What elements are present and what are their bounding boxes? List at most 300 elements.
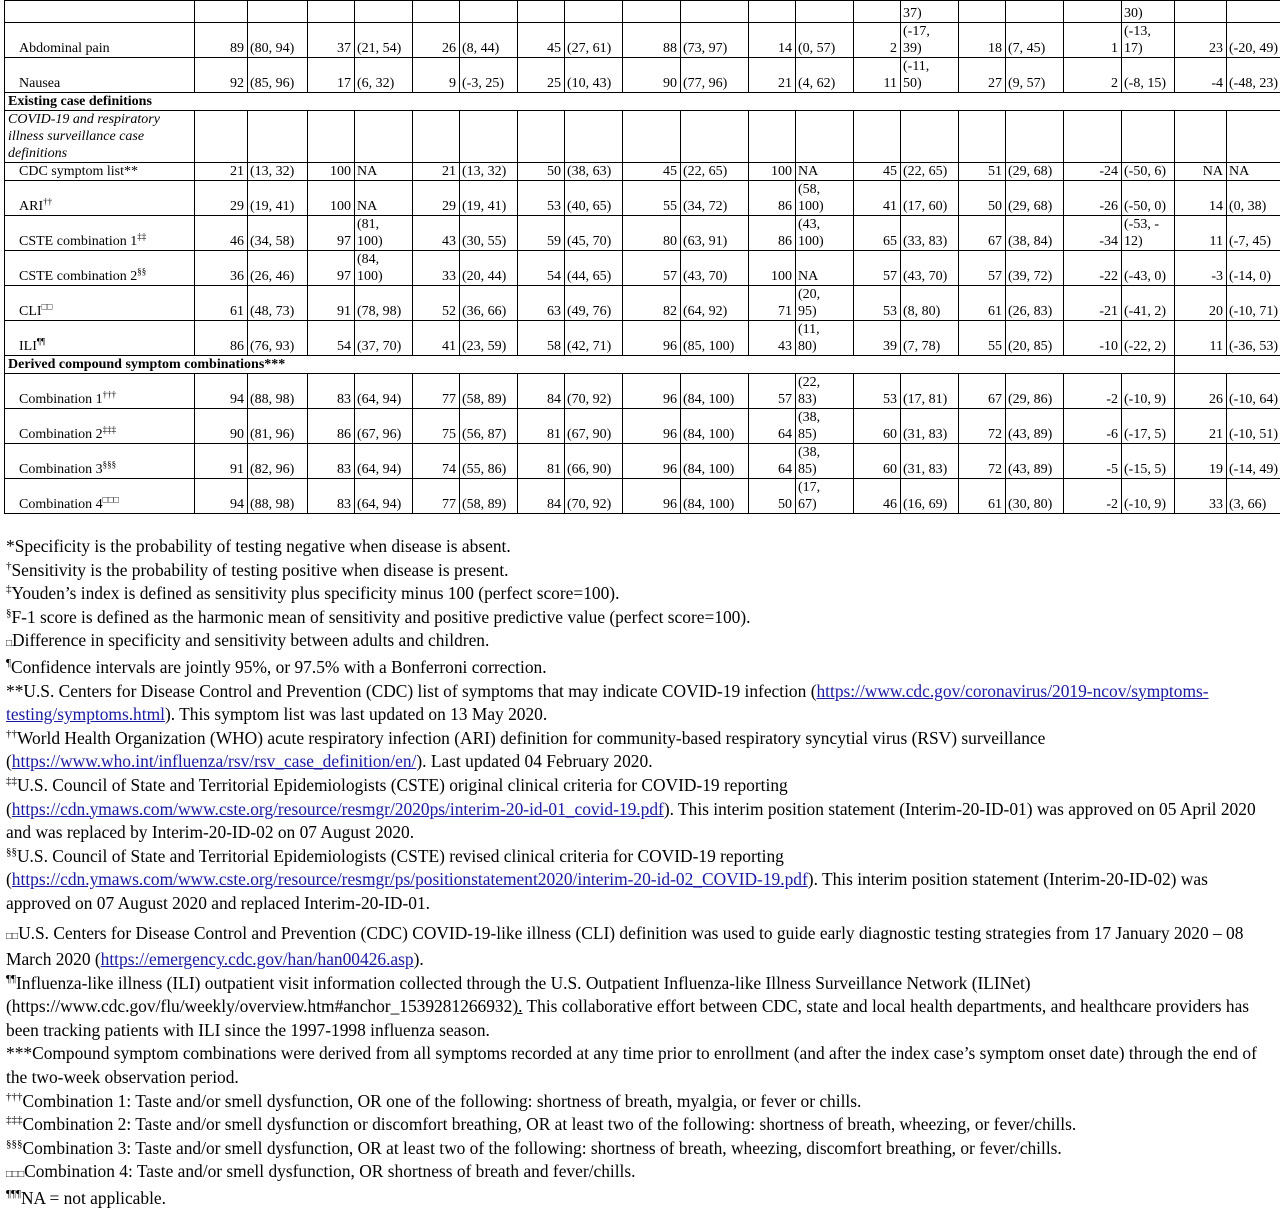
empty-cell [1227, 1, 1280, 23]
empty-cell [565, 1, 623, 23]
ci-cell: (40, 65) [565, 181, 623, 216]
section-derived-combinations: Derived compound symptom combinations*** [5, 356, 1175, 374]
ci-cell: (31, 83) [901, 444, 959, 479]
empty-cell [413, 111, 460, 163]
value-cell: 100 [308, 181, 355, 216]
value-cell: 100 [749, 163, 796, 181]
ci-cell: (43, 70) [681, 251, 749, 286]
ci-cell: (-41, 2) [1122, 286, 1175, 321]
empty-cell [1122, 111, 1175, 163]
value-cell: 89 [195, 23, 248, 58]
ci-cell: (-17, 5) [1122, 409, 1175, 444]
ci-cell: (-8, 15) [1122, 58, 1175, 93]
empty-cell [195, 1, 248, 23]
row-label [5, 163, 195, 181]
empty-cell [355, 111, 413, 163]
ci-cell: (76, 93) [248, 321, 308, 356]
empty-cell [749, 111, 796, 163]
ci-cell: (56, 87) [460, 409, 518, 444]
value-cell: 81 [518, 444, 565, 479]
value-cell: 26 [413, 23, 460, 58]
row-label [5, 444, 195, 479]
footnote-marker: ¶¶ [37, 336, 45, 346]
footnote-cste-2: §§U.S. Council of State and Territorial Epidemiologists (CSTE) revised clinical criteria for COVID-19 reporting (https://cdn.ymaws.com/www.cste.org/resource/resmgr/ps/positionstatement2020/interim-20-id-02_COVID-19.pdf). This interim position statement (Interim-20-ID-02) was approved on 07 August 2020 and replaced Interim-20-ID-01. [6, 845, 1274, 916]
value-cell: 1 [1064, 23, 1122, 58]
ci-cell: NA [355, 181, 413, 216]
value-cell: 83 [308, 444, 355, 479]
empty-cell [901, 111, 959, 163]
empty-cell [1064, 111, 1122, 163]
cdc-han-link[interactable]: https://emergency.cdc.gov/han/han00426.asp [101, 949, 414, 969]
footnote-combination-1: †††Combination 1: Taste and/or smell dysfunction, OR one of the following: shortness of breath, myalgia, or fever or chills. [6, 1090, 1274, 1114]
value-cell: 100 [308, 163, 355, 181]
value-cell: 41 [413, 321, 460, 356]
ci-cell: (63, 91) [681, 216, 749, 251]
footnote-specificity: *Specificity is the probability of testing negative when disease is absent. [6, 535, 1274, 559]
row-label-text: CSTE combination 1 [19, 234, 137, 249]
ci-cell: (84, 100) [681, 479, 749, 514]
footnote-difference: □Difference in specificity and sensitivity between adults and children. [6, 629, 1274, 656]
ci-cell: (67, 90) [565, 409, 623, 444]
value-cell: 2 [1064, 58, 1122, 93]
value-cell: -34 [1064, 216, 1122, 251]
ci-cell: NA [1227, 163, 1280, 181]
row-label [5, 479, 195, 514]
empty-cell [959, 1, 1006, 23]
empty-cell [1006, 1, 1064, 23]
value-cell: 51 [959, 163, 1006, 181]
cste-interim-02-link[interactable]: https://cdn.ymaws.com/www.cste.org/resource/resmgr/ps/positionstatement2020/interim-20-id-02_COVID-19.pdf [12, 869, 808, 889]
ci-cell: (85, 100) [681, 321, 749, 356]
ci-cell: (67, 96) [355, 409, 413, 444]
footnote-combination-4: □□□Combination 4: Taste and/or smell dysfunction, OR shortness of breath and fever/chills. [6, 1160, 1274, 1187]
subsection-label: COVID-19 and respiratory illness surveillance case definitions [5, 111, 195, 163]
table-row [5, 251, 1280, 286]
ci-cell: (64, 94) [355, 444, 413, 479]
ci-cell: (22, 83) [796, 374, 854, 409]
ci-cell: (88, 98) [248, 374, 308, 409]
value-cell: -24 [1064, 163, 1122, 181]
empty-cell [749, 1, 796, 23]
ci-cell: (17, 81) [901, 374, 959, 409]
empty-cell [460, 111, 518, 163]
value-cell: 21 [1175, 409, 1227, 444]
empty-cell [796, 111, 854, 163]
value-cell: 84 [518, 479, 565, 514]
ci-cell: NA [796, 163, 854, 181]
ci-cell: (37, 70) [355, 321, 413, 356]
footnote-ili: ¶¶Influenza-like illness (ILI) outpatient visit information collected through the U.S. Outpatient Influenza-like Illness Surveillance Network (ILINet) (https://www.cdc.gov/flu/weekly/overview.htm#anchor_1539281266932). This collaborative effort between CDC, state and local health departments, and healthcare providers has been tracking patients with ILI since the 1997-1998 influenza season. [6, 972, 1274, 1043]
ci-cell: (8, 44) [460, 23, 518, 58]
empty-cell [1175, 356, 1280, 374]
footnote-cste-1: ‡‡U.S. Council of State and Territorial Epidemiologists (CSTE) original clinical criteria for COVID-19 reporting (https://cdn.ymaws.com/www.cste.org/resource/resmgr/2020ps/interim-20-id-01_covid-19.pdf). This interim position statement (Interim-20-ID-01) was approved on 05 April 2020 and was replaced by Interim-20-ID-02 on 07 August 2020. [6, 774, 1274, 845]
row-label-text: CSTE combination 2 [19, 269, 137, 284]
value-cell: -6 [1064, 409, 1122, 444]
ci-cell: (70, 92) [565, 374, 623, 409]
ci-cell: (64, 94) [355, 374, 413, 409]
cste-interim-01-link[interactable]: https://cdn.ymaws.com/www.cste.org/resource/resmgr/2020ps/interim-20-id-01_covid-19.pdf [12, 799, 664, 819]
subsection-row [5, 111, 1280, 163]
value-cell: 91 [308, 286, 355, 321]
value-cell: 53 [854, 374, 901, 409]
value-cell: 54 [518, 251, 565, 286]
ci-cell: (-50, 6) [1122, 163, 1175, 181]
row-label-text: Nausea [19, 76, 60, 91]
empty-cell [854, 111, 901, 163]
empty-cell [1227, 111, 1280, 163]
footnote-marker: †† [43, 196, 52, 206]
value-cell: 64 [749, 444, 796, 479]
value-cell: 55 [959, 321, 1006, 356]
value-cell: 36 [195, 251, 248, 286]
ci-cell: (84, 100) [681, 444, 749, 479]
row-label [5, 321, 195, 356]
value-cell: 17 [308, 58, 355, 93]
ci-cell: (19, 41) [460, 181, 518, 216]
value-cell: 21 [413, 163, 460, 181]
ci-cell: (9, 57) [1006, 58, 1064, 93]
value-cell: NA [1175, 163, 1227, 181]
empty-cell [1006, 111, 1064, 163]
cdc-symptoms-link[interactable]: https://www.cdc.gov/coronavirus/2019-ncov/symptoms-testing/symptoms.html [6, 681, 1209, 725]
value-cell: 60 [854, 444, 901, 479]
footnote-cdc-symptoms: **U.S. Centers for Disease Control and Prevention (CDC) list of symptoms that may indicate COVID-19 infection (https://www.cdc.gov/coronavirus/2019-ncov/symptoms-testing/symptoms.html). This symptom list was last updated on 13 May 2020. [6, 680, 1274, 727]
value-cell: 59 [518, 216, 565, 251]
value-cell: 67 [959, 216, 1006, 251]
table-row-fragment [5, 1, 1280, 23]
ci-cell: (8, 80) [901, 286, 959, 321]
footnote-marker: □□□ [103, 494, 119, 504]
value-cell: 53 [854, 286, 901, 321]
ci-cell: (6, 32) [355, 58, 413, 93]
value-cell: 72 [959, 444, 1006, 479]
ci-cell: (43, 89) [1006, 409, 1064, 444]
ci-cell: (49, 76) [565, 286, 623, 321]
value-cell: 72 [959, 409, 1006, 444]
footnote-f1: §F-1 score is defined as the harmonic mean of sensitivity and positive predictive value (perfect score=100). [6, 606, 1274, 630]
footnote-combination-3: §§§Combination 3: Taste and/or smell dysfunction, OR at least two of the following: shortness of breath, wheezing, discomfort breathing, or fever/chills. [6, 1137, 1274, 1161]
empty-cell [1175, 1, 1227, 23]
ci-cell: (26, 83) [1006, 286, 1064, 321]
who-ari-link[interactable]: https://www.who.int/influenza/rsv/rsv_case_definition/en/ [12, 751, 417, 771]
empty-cell [681, 1, 749, 23]
empty-cell [681, 111, 749, 163]
footnote-sensitivity: †Sensitivity is the probability of testing positive when disease is present. [6, 559, 1274, 583]
value-cell: 57 [959, 251, 1006, 286]
value-cell: 39 [854, 321, 901, 356]
value-cell: 71 [749, 286, 796, 321]
value-cell: 11 [1175, 216, 1227, 251]
ci-cell: (58, 89) [460, 479, 518, 514]
footnote-marker: ‡‡ [137, 231, 146, 241]
row-label [5, 23, 195, 58]
value-cell: -10 [1064, 321, 1122, 356]
value-cell: 96 [623, 321, 681, 356]
value-cell: 75 [413, 409, 460, 444]
empty-cell [1175, 111, 1227, 163]
empty-cell [195, 111, 248, 163]
empty-cell [959, 111, 1006, 163]
ci-cell: (-10, 9) [1122, 479, 1175, 514]
value-cell: 27 [959, 58, 1006, 93]
value-cell: 97 [308, 216, 355, 251]
ci-cell: (58, 100) [796, 181, 854, 216]
ci-cell: (34, 58) [248, 216, 308, 251]
value-cell: 90 [195, 409, 248, 444]
value-cell: 86 [308, 409, 355, 444]
ci-cell: (55, 86) [460, 444, 518, 479]
footnote-marker: □□ [42, 301, 53, 311]
value-cell: 65 [854, 216, 901, 251]
ci-cell: (30, 80) [1006, 479, 1064, 514]
value-cell: 90 [623, 58, 681, 93]
empty-cell [623, 111, 681, 163]
value-cell: 2 [854, 23, 901, 58]
value-cell: -21 [1064, 286, 1122, 321]
ci-cell: (70, 92) [565, 479, 623, 514]
ci-cell: (10, 43) [565, 58, 623, 93]
ci-cell: (-22, 2) [1122, 321, 1175, 356]
footnote-marker: §§§ [103, 459, 117, 469]
table-row [5, 58, 1280, 93]
row-label-text: Combination 2 [19, 427, 103, 442]
value-cell: 23 [1175, 23, 1227, 58]
ci-cell: (43, 89) [1006, 444, 1064, 479]
value-cell: 77 [413, 479, 460, 514]
value-cell: -4 [1175, 58, 1227, 93]
ci-cell: (73, 97) [681, 23, 749, 58]
value-cell: 100 [749, 251, 796, 286]
value-cell: 18 [959, 23, 1006, 58]
value-cell: 11 [1175, 321, 1227, 356]
ci-cell: (48, 73) [248, 286, 308, 321]
ci-cell: (-17, 39) [901, 23, 959, 58]
results-table [4, 0, 1280, 514]
value-cell: 45 [623, 163, 681, 181]
value-cell: 21 [195, 163, 248, 181]
value-cell: 82 [623, 286, 681, 321]
ci-cell: (38, 85) [796, 444, 854, 479]
table-row [5, 163, 1280, 181]
ci-cell: (38, 84) [1006, 216, 1064, 251]
ci-cell: (38, 85) [796, 409, 854, 444]
fragment-cell: 37) [901, 1, 959, 23]
empty-cell [248, 111, 308, 163]
row-label [5, 286, 195, 321]
value-cell: 83 [308, 479, 355, 514]
ci-cell: (84, 100) [681, 374, 749, 409]
value-cell: 57 [854, 251, 901, 286]
value-cell: 33 [413, 251, 460, 286]
empty-cell [1064, 1, 1122, 23]
ci-cell: (43, 70) [901, 251, 959, 286]
value-cell: 14 [1175, 181, 1227, 216]
ci-cell: (17, 60) [901, 181, 959, 216]
ci-cell: (58, 89) [460, 374, 518, 409]
value-cell: 9 [413, 58, 460, 93]
ci-cell: (-11, 50) [901, 58, 959, 93]
ci-cell: (82, 96) [248, 444, 308, 479]
value-cell: -22 [1064, 251, 1122, 286]
row-label-text: CLI [19, 304, 42, 319]
value-cell: 86 [195, 321, 248, 356]
section-header-row [5, 356, 1280, 374]
table-row [5, 444, 1280, 479]
ci-cell: (84, 100) [355, 251, 413, 286]
value-cell: 21 [749, 58, 796, 93]
value-cell: 60 [854, 409, 901, 444]
section-existing-case-definitions: Existing case definitions [5, 93, 1280, 111]
footnote-confidence-intervals: ¶Confidence intervals are jointly 95%, or 97.5% with a Bonferroni correction. [6, 656, 1274, 680]
empty-cell [355, 1, 413, 23]
ci-cell: (64, 94) [355, 479, 413, 514]
ci-cell: (4, 62) [796, 58, 854, 93]
ci-cell: (44, 65) [565, 251, 623, 286]
value-cell: 96 [623, 479, 681, 514]
footnote-youden: ‡Youden’s index is defined as sensitivity plus specificity minus 100 (perfect score=100). [6, 582, 1274, 606]
ci-cell: (19, 41) [248, 181, 308, 216]
value-cell: 86 [749, 216, 796, 251]
value-cell: 74 [413, 444, 460, 479]
value-cell: 46 [854, 479, 901, 514]
ci-cell: (-36, 53) [1227, 321, 1280, 356]
table-row [5, 321, 1280, 356]
ci-cell: (42, 71) [565, 321, 623, 356]
value-cell: 50 [518, 163, 565, 181]
ci-cell: (3, 66) [1227, 479, 1280, 514]
ci-cell: (80, 94) [248, 23, 308, 58]
value-cell: 29 [195, 181, 248, 216]
ci-cell: (85, 96) [248, 58, 308, 93]
value-cell: 97 [308, 251, 355, 286]
ci-cell: (23, 59) [460, 321, 518, 356]
value-cell: 58 [518, 321, 565, 356]
ci-cell: (22, 65) [901, 163, 959, 181]
value-cell: 94 [195, 374, 248, 409]
ci-cell: (64, 92) [681, 286, 749, 321]
value-cell: 86 [749, 181, 796, 216]
ci-cell: (26, 46) [248, 251, 308, 286]
row-label-text: Combination 1 [19, 392, 103, 407]
value-cell: 43 [413, 216, 460, 251]
ci-cell: (20, 85) [1006, 321, 1064, 356]
ci-cell: (-10, 64) [1227, 374, 1280, 409]
ci-cell: (77, 96) [681, 58, 749, 93]
fragment-cell: 30) [1122, 1, 1175, 23]
ci-cell: (-20, 49) [1227, 23, 1280, 58]
value-cell: 61 [959, 286, 1006, 321]
ci-cell: (29, 86) [1006, 374, 1064, 409]
table-row [5, 181, 1280, 216]
ci-cell: (-14, 0) [1227, 251, 1280, 286]
value-cell: 50 [959, 181, 1006, 216]
value-cell: 92 [195, 58, 248, 93]
ci-cell: (7, 78) [901, 321, 959, 356]
ci-cell: (38, 63) [565, 163, 623, 181]
value-cell: 29 [413, 181, 460, 216]
ci-cell: (81, 96) [248, 409, 308, 444]
ci-cell: (-53, - 12) [1122, 216, 1175, 251]
value-cell: 64 [749, 409, 796, 444]
value-cell: -26 [1064, 181, 1122, 216]
value-cell: 84 [518, 374, 565, 409]
empty-cell [308, 1, 355, 23]
empty-cell [5, 1, 195, 23]
value-cell: 83 [308, 374, 355, 409]
value-cell: 37 [308, 23, 355, 58]
value-cell: 61 [959, 479, 1006, 514]
value-cell: 55 [623, 181, 681, 216]
ci-cell: (30, 55) [460, 216, 518, 251]
ci-cell: (29, 68) [1006, 163, 1064, 181]
ci-cell: (0, 57) [796, 23, 854, 58]
ci-cell: (-43, 0) [1122, 251, 1175, 286]
ci-cell: (13, 32) [248, 163, 308, 181]
ci-cell: (-13, 17) [1122, 23, 1175, 58]
ci-cell: (-3, 25) [460, 58, 518, 93]
footnote-marker: §§ [137, 266, 146, 276]
table-row [5, 479, 1280, 514]
ci-cell: (27, 61) [565, 23, 623, 58]
row-label [5, 409, 195, 444]
value-cell: 57 [623, 251, 681, 286]
row-label-text: ILI [19, 339, 37, 354]
footnote-combination-2: ‡‡‡Combination 2: Taste and/or smell dysfunction or discomfort breathing, OR at least two of the following: shortness of breath, wheezing, or fever/chills. [6, 1113, 1274, 1137]
table-row [5, 23, 1280, 58]
empty-cell [796, 1, 854, 23]
table-row [5, 216, 1280, 251]
footnote-compound: ***Compound symptom combinations were derived from all symptoms recorded at any time prior to enrollment (and after the index case’s symptom onset date) through the end of the two-week observation period. [6, 1042, 1274, 1089]
empty-cell [623, 1, 681, 23]
empty-cell [248, 1, 308, 23]
empty-cell [413, 1, 460, 23]
value-cell: 91 [195, 444, 248, 479]
empty-cell [518, 1, 565, 23]
ci-cell: (45, 70) [565, 216, 623, 251]
value-cell: 41 [854, 181, 901, 216]
ci-cell: (-7, 45) [1227, 216, 1280, 251]
value-cell: 57 [749, 374, 796, 409]
ci-cell: NA [796, 251, 854, 286]
table-row [5, 286, 1280, 321]
ci-cell: (66, 90) [565, 444, 623, 479]
value-cell: 81 [518, 409, 565, 444]
empty-cell [854, 1, 901, 23]
footnotes [6, 535, 1274, 1211]
empty-cell [518, 111, 565, 163]
ci-cell: (20, 95) [796, 286, 854, 321]
value-cell: -3 [1175, 251, 1227, 286]
empty-cell [565, 111, 623, 163]
ci-cell: (-14, 49) [1227, 444, 1280, 479]
ci-cell: (36, 66) [460, 286, 518, 321]
footnote-cli: □□U.S. Centers for Disease Control and Prevention (CDC) COVID-19-like illness (CLI) definition was used to guide early diagnostic testing strategies from 17 January 2020 – 08 March 2020 (https://emergency.cdc.gov/han/han00426.asp). [6, 922, 1274, 972]
ci-cell: (43, 100) [796, 216, 854, 251]
ci-cell: (81, 100) [355, 216, 413, 251]
row-label [5, 374, 195, 409]
footnote-marker: ‡‡‡ [103, 424, 117, 434]
footnote-na: ¶¶¶NA = not applicable. [6, 1187, 1274, 1211]
ci-cell: (13, 32) [460, 163, 518, 181]
ci-cell: (39, 72) [1006, 251, 1064, 286]
value-cell: 96 [623, 409, 681, 444]
value-cell: 61 [195, 286, 248, 321]
ci-cell: (-50, 0) [1122, 181, 1175, 216]
value-cell: 45 [518, 23, 565, 58]
ci-cell: (88, 98) [248, 479, 308, 514]
value-cell: 80 [623, 216, 681, 251]
value-cell: 11 [854, 58, 901, 93]
